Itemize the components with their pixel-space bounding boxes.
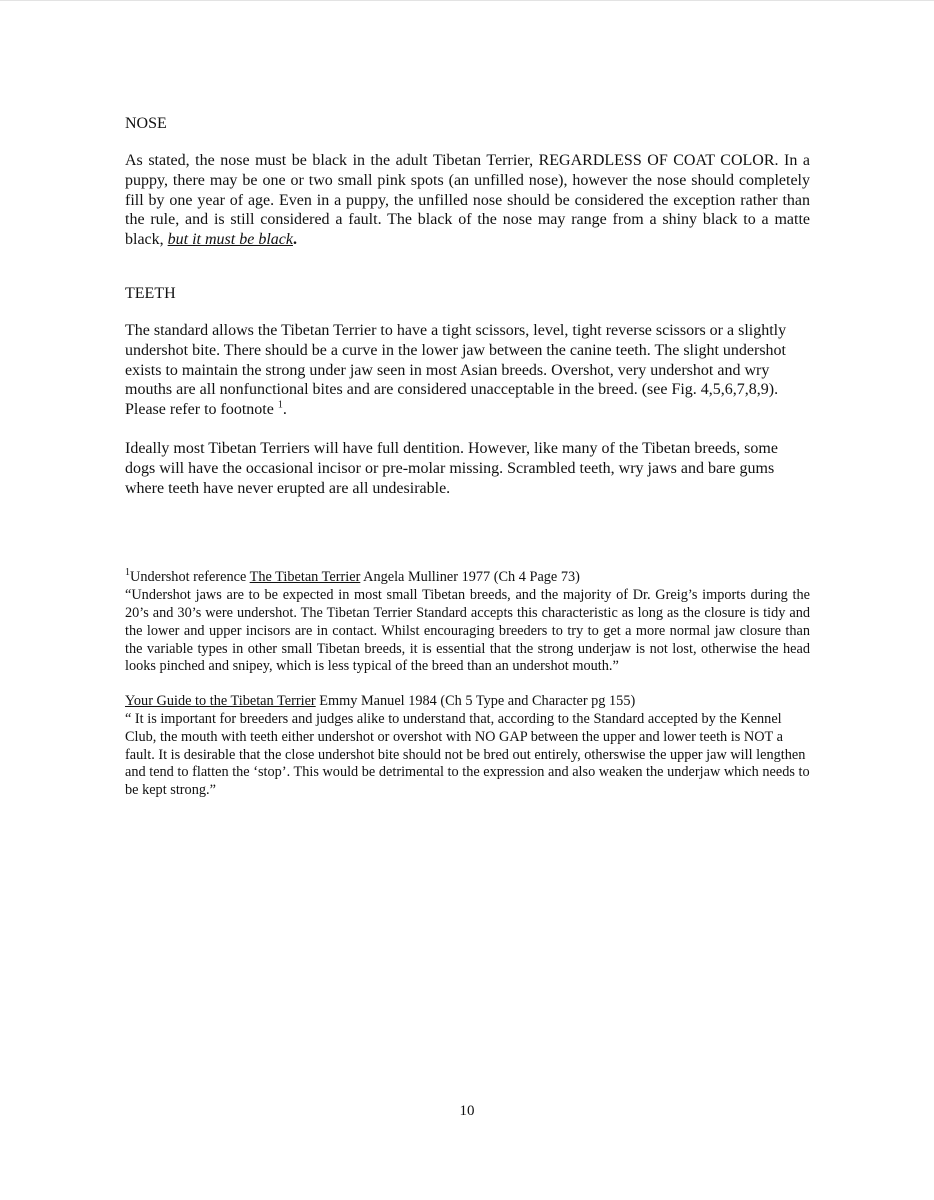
footnote-1-book-title: The Tibetan Terrier: [249, 569, 361, 586]
teeth-paragraph-1-end: .: [282, 401, 287, 419]
footnote-2-book-title: Your Guide to the Tibetan Terrier: [125, 693, 316, 710]
nose-paragraph-text: As stated, the nose must be black in the adult Tibetan Terrier, REGARDLESS OF COAT COLOR. In a puppy, there may be one or two small pink spots (an unfilled nose), however the nose should completely fill by one year of age. Even in a puppy, the unfilled nose should be considered the exception rather than the rule, and is still considered a fault. The black of the nose may range from a shiny black to a matte black,: [125, 152, 810, 249]
nose-heading: NOSE: [125, 115, 167, 132]
teeth-paragraph-1: [125, 321, 810, 420]
page-top-edge: [0, 0, 934, 1]
footnote-2-suffix: Emmy Manuel 1984 (Ch 5 Type and Character pg 155): [315, 693, 636, 710]
footnote-1-suffix: Angela Mulliner 1977 (Ch 4 Page 73): [360, 569, 580, 586]
footnote-2-quote: “ It is important for breeders and judges alike to understand that, according to the Standard accepted by the Kennel Club, the mouth with teeth either undershot or overshot with NO GAP between the upper and lower teeth is NOT a fault. It is desirable that the close undershot bite should not be bred out entirely, otherswise the upper jaw will lengthen and tend to flatten the ‘stop’. This would be detrimental to the expression and also weaken the underjaw which needs to be kept strong.”: [125, 710, 810, 799]
footnote-1-quote: “Undershot jaws are to be expected in most small Tibetan breeds, and the majority of Dr. Greig’s imports during the 20’s and 30’s were undershot. The Tibetan Terrier Standard accepts this characteristic as long as the closure is tidy and the lower and upper incisors are in contact. Whilst encouraging breeders to try to get a more normal jaw closure than the variable types in other small Tibetan breeds, it is essential that the strong underjaw is not lost, otherwise the head looks pinched and snipey, which is less typical of the breed than an undershot mouth.”: [125, 587, 810, 675]
nose-end-punctuation: .: [292, 231, 297, 249]
nose-emphasis: but it must be black: [167, 231, 293, 249]
teeth-paragraph-2: Ideally most Tibetan Terriers will have full dentition. However, like many of the Tibetan breeds, some dogs will have the occasional incisor or pre-molar missing. Scrambled teeth, wry jaws and bare gums where teeth have never erupted are all undesirable.: [125, 439, 778, 497]
footnote-2-citation: [125, 693, 810, 711]
nose-paragraph: [125, 151, 810, 250]
document-page: [125, 114, 810, 800]
footnote-1-prefix: Undershot reference: [130, 569, 250, 586]
footnote-1-marker: 1: [125, 567, 130, 579]
teeth-paragraph-1-text: The standard allows the Tibetan Terrier to have a tight scissors, level, tight reverse scissors or a slightly undershot bite. There should be a curve in the lower jaw between the canine teeth. The slight undershot exists to maintain the strong under jaw seen in most Asian breeds. Overshot, very undershot and wry mouths are all nonfunctional bites and are considered unacceptable in the breed. (see Fig. 4,5,6,7,8,9). Please refer to footnote: [125, 321, 787, 419]
footnote-reference: 1: [277, 399, 283, 411]
page-number: 10: [459, 1103, 475, 1119]
teeth-heading: TEETH: [125, 284, 176, 302]
footnote-1-citation: [125, 569, 810, 587]
